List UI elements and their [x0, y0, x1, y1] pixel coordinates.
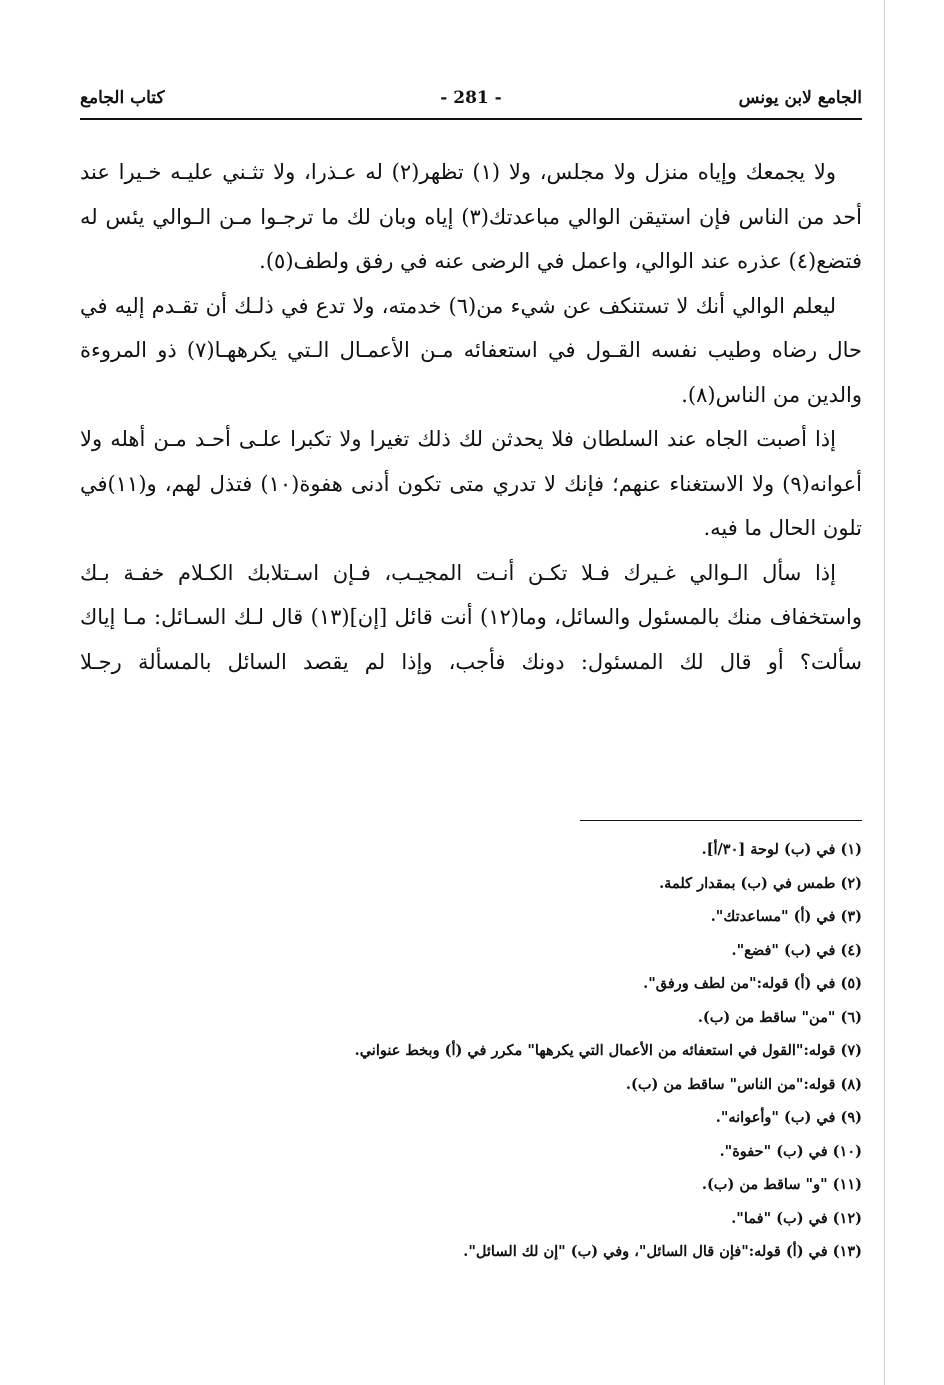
footnote-9: (٩) في (ب) "وأعوانه". [715, 1109, 862, 1126]
running-header [80, 88, 862, 118]
paragraph: إذا سأل الـوالي غـيرك فـلا تكـن أنـت المجيـب، فـإن اسـتلابك الكـلام خفـة بـك واستخفاف منك بالمسئول والسائل، وما(١٢) أنت قائل [إن](١٣) قال لـك السـائل: مـا إياك سألت؟ أو قال لك المسئول: دونك فأجب، وإذا لم يقصد السائل بالمسألة رجـلا [80, 560, 862, 674]
footnote-12: (١٢) في (ب) "فما". [731, 1209, 862, 1227]
footnote-13: (١٣) في (أ) قوله:"فإن قال السائل"، وفي (ب) "إن لك السائل". [463, 1243, 862, 1260]
paragraph: ليعلم الوالي أنك لا تستنكف عن شيء من(٦) خدمته، ولا تدع في ذلـك أن تقـدم إليه في حال رضاه وطيب نفسه القـول في استعفائه مـن الأعمـال الـتي يكرههـا(٧) ذو المروءة والدين من الناس(٨). [80, 293, 862, 407]
paragraph: ولا يجمعك وإياه منزل ولا مجلس، ولا (١) تظهر(٢) له عـذرا، ولا تثـني عليـه خـيرا عند أحد من الناس فإن استيقن الوالي مباعدتك(٣) إياه وبان لك ما ترجـوا مـن الـوالي يئس له فتضع(٤) عذره عند الوالي، واعمل في الرضى عنه في رفق ولطف(٥). [80, 160, 863, 273]
paragraph: إذا أصبت الجاه عند السلطان فلا يحدثن لك ذلك تغيرا ولا تكبرا علـى أحـد مـن أهله ولا أعوانه(٩) ولا الاستغناء عنهم؛ فإنك لا تدري متى تكون أدنى هفوة(١٠) فتذل لهم، و(١١)في تلون الحال ما فيه. [80, 427, 862, 540]
footnote-5: (٥) في (أ) قوله:"من لطف ورفق". [643, 975, 862, 992]
footnote-7: (٧) قوله:"القول في استعفائه من الأعمال التي يكرهها" مكرر في (أ) وبخط عنواني. [354, 1042, 862, 1059]
footnote-rule [580, 820, 862, 821]
main-text [80, 150, 862, 684]
footnote-11: (١١) "و" ساقط من (ب). [701, 1176, 862, 1193]
page-number: - 281 - [440, 88, 502, 108]
header-rule [80, 118, 862, 120]
footnote-2: (٢) طمس في (ب) بمقدار كلمة. [659, 874, 862, 892]
footnote-1: (١) في (ب) لوحة [٣٠/أ]. [701, 841, 862, 858]
footnote-8: (٨) قوله:"من الناس" ساقط من (ب). [625, 1075, 862, 1093]
section-title: كتاب الجامع [80, 88, 165, 108]
footnotes-list [242, 833, 862, 1269]
footnote-6: (٦) "من" ساقط من (ب). [697, 1008, 862, 1026]
page-edge-line [884, 0, 885, 1385]
footnote-4: (٤) في (ب) "فضع". [731, 941, 862, 959]
footnote-3: (٣) في (أ) "مساعدتك". [710, 908, 862, 925]
book-title: الجامع لابن يونس [738, 88, 862, 108]
footnote-10: (١٠) في (ب) "حفوة". [719, 1142, 862, 1160]
